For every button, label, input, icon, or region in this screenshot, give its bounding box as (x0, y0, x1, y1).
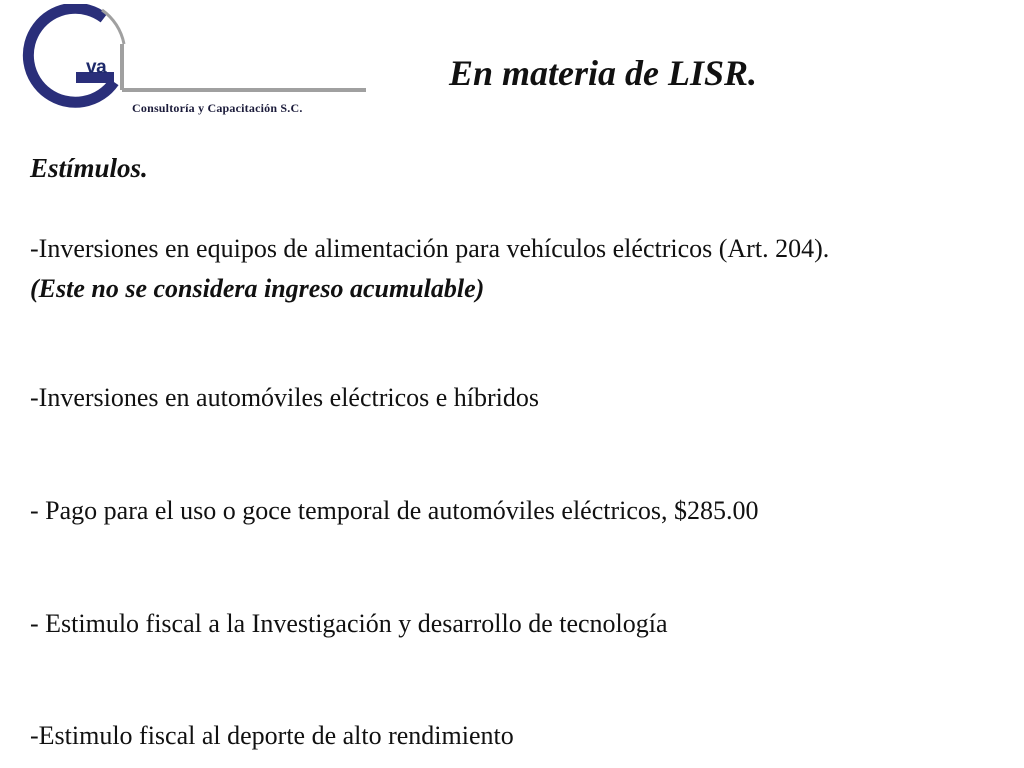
list-item (30, 491, 759, 531)
list-item-text: -Inversiones en equipos de alimentación para vehículos eléctricos (Art. 204). (30, 234, 830, 263)
logo-g-mark (6, 4, 368, 116)
list-item (30, 378, 539, 418)
list-item (30, 604, 668, 644)
logo-letters: va (86, 57, 107, 78)
list-item (30, 229, 829, 309)
section-subtitle: Estímulos. (30, 153, 148, 183)
company-logo (6, 4, 368, 116)
list-item-text: -Inversiones en automóviles eléctricos e híbridos (30, 383, 540, 412)
list-item-text: - Pago para el uso o goce temporal de automóviles eléctricos, $285.00 (30, 496, 759, 525)
logo-tagline: Consultoría y Capacitación S.C. (132, 101, 303, 115)
list-item-note: (Este no se considera ingreso acumulable) (30, 274, 485, 303)
list-item-text: -Estimulo fiscal al deporte de alto rendimiento (30, 721, 514, 750)
list-item-text: - Estimulo fiscal a la Investigación y desarrollo de tecnología (30, 609, 668, 638)
slide-title: En materia de LISR. (449, 53, 758, 93)
list-item (30, 716, 514, 756)
